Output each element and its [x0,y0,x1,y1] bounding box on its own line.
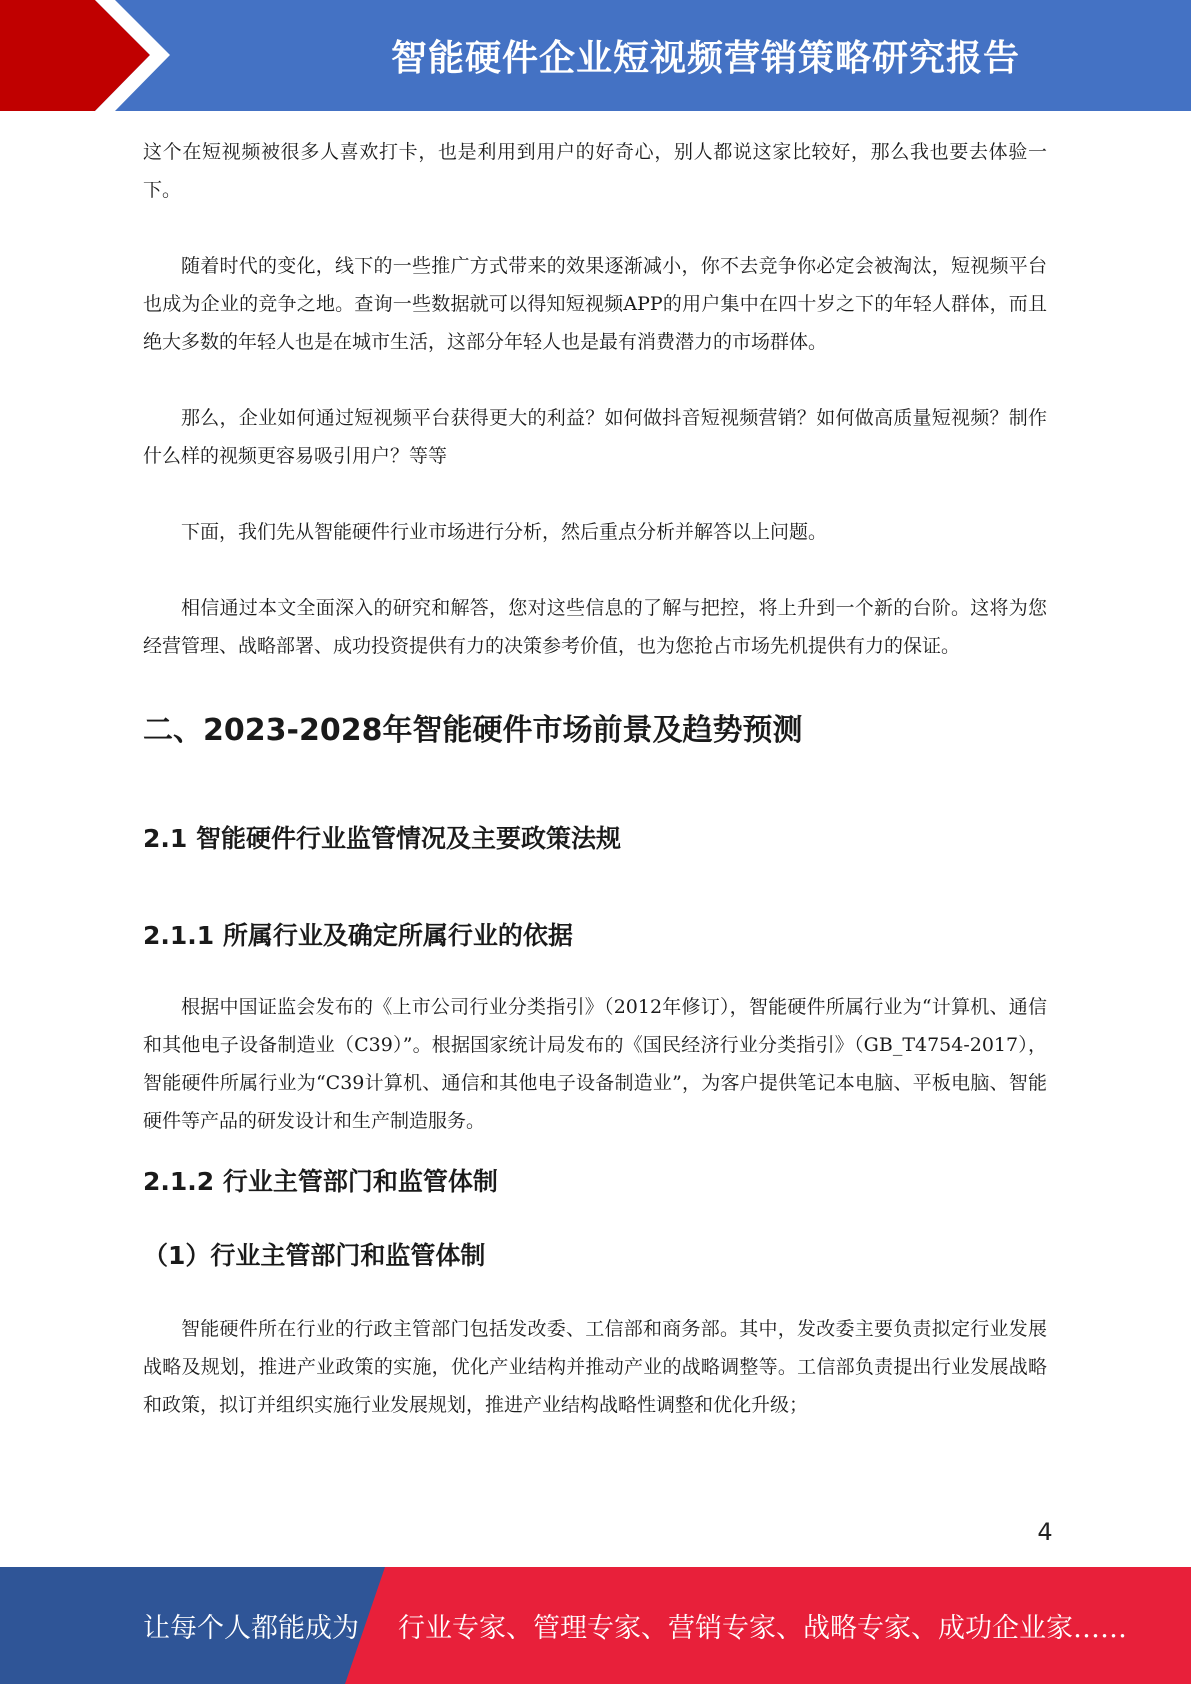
section-heading-2: 二、2023-2028年智能硬件市场前景及趋势预测 [143,713,803,748]
page-header [0,0,1191,111]
footer-slogan-right: 行业专家、管理专家、营销专家、战略专家、成功企业家…… [398,1613,1127,1644]
paragraph-1: 这个在短视频被很多人喜欢打卡，也是利用到用户的好奇心，别人都说这家比较好，那么我也要去体验一下。 [143,141,1047,201]
page-number: 4 [1037,1518,1053,1546]
paragraph-5: 相信通过本文全面深入的研究和解答，您对这些信息的了解与把控，将上升到一个新的台阶。这将为您经营管理、战略部署、成功投资提供有力的决策参考价值，也为您抢占市场先机提供有力的保证。 [143,597,1047,657]
paragraph-2: 随着时代的变化，线下的一些推广方式带来的效果逐渐减小，你不去竞争你必定会被淘汰，短视频平台也成为企业的竞争之地。查询一些数据就可以得知短视频APP的用户集中在四十岁之下的年轻人群体，而且绝大多数的年轻人也是在城市生活，这部分年轻人也是最有消费潜力的市场群体。 [143,255,1047,353]
subsection-heading-2-1-2: 2.1.2 行业主管部门和监管体制 [143,1167,498,1196]
paragraph-3: 那么，企业如何通过短视频平台获得更大的利益？如何做抖音短视频营销？如何做高质量短视频？制作什么样的视频更容易吸引用户？等等 [143,407,1047,467]
subsection-heading-2-1: 2.1 智能硬件行业监管情况及主要政策法规 [143,824,621,853]
subheading-item-1: （1）行业主管部门和监管体制 [143,1241,486,1270]
page-footer [0,1567,1191,1684]
paragraph-7: 智能硬件所在行业的行政主管部门包括发改委、工信部和商务部。其中，发改委主要负责拟定行业发展战略及规划，推进产业政策的实施，优化产业结构并推动产业的战略调整等。工信部负责提出行业发展战略和政策，拟订并组织实施行业发展规划，推进产业结构战略性调整和优化升级； [143,1318,1047,1416]
report-title: 智能硬件企业短视频营销策略研究报告 [390,38,1020,79]
paragraph-4: 下面，我们先从智能硬件行业市场进行分析，然后重点分析并解答以上问题。 [181,521,828,543]
paragraph-6: 根据中国证监会发布的《上市公司行业分类指引》（2012年修订），智能硬件所属行业为“计算机、通信和其他电子设备制造业（C39）”。根据国家统计局发布的《国民经济行业分类指引》（GB_T4754-2017），智能硬件所属行业为“C39计算机、通信和其他电子设备制造业”，为客户提供笔记本电脑、平板电脑、智能硬件等产品的研发设计和生产制造服务。 [143,996,1047,1132]
page-body [143,133,1047,1424]
subsection-heading-2-1-1: 2.1.1 所属行业及确定所属行业的依据 [143,921,573,950]
footer-slogan-left: 让每个人都能成为 [143,1613,359,1644]
